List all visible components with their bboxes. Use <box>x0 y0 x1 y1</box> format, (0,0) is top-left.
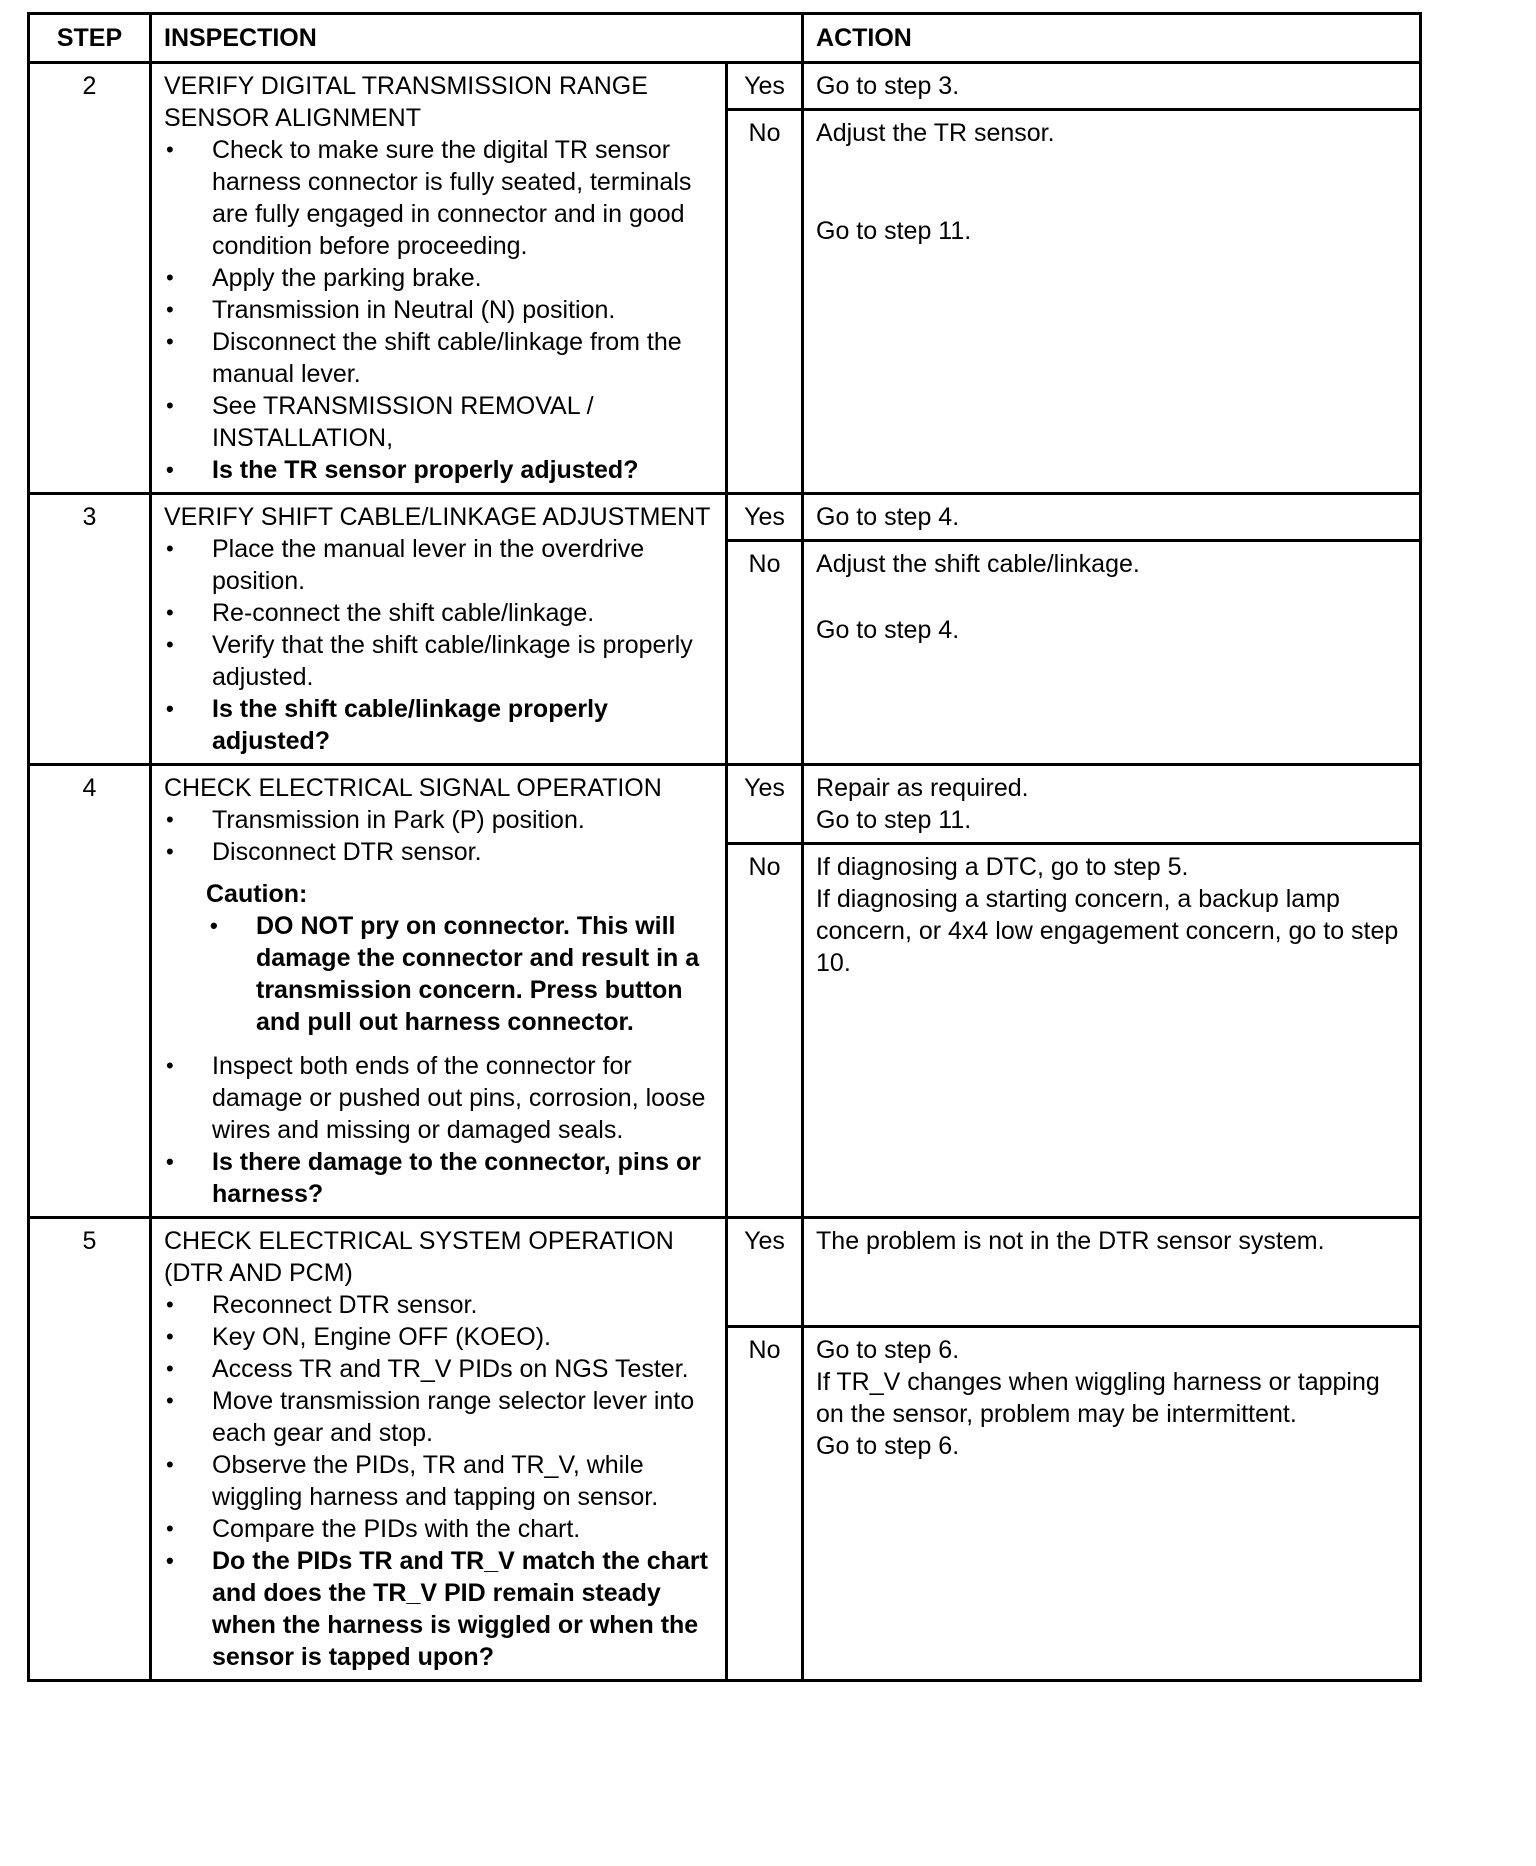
list-item: • Transmission in Neutral (N) position. <box>164 294 715 326</box>
yes-action-cell <box>803 494 1421 541</box>
diagnostic-table <box>27 12 1422 1682</box>
action-line: Adjust the shift cable/linkage. <box>816 550 1140 578</box>
list-item: • Transmission in Park (P) position. <box>164 804 715 836</box>
no-label: No <box>727 541 803 765</box>
inspection-column-header: INSPECTION <box>151 14 803 63</box>
inspection-question: • Do the PIDs TR and TR_V match the chart and does the TR_V PID remain steady when the harness is wiggled or when the sensor is tapped upon? <box>164 1545 715 1673</box>
action-line: Go to step 11. <box>816 806 972 834</box>
action-line: The problem is not in the DTR sensor system. <box>816 1227 1325 1255</box>
inspection-bullets <box>164 1289 715 1673</box>
action-line: Adjust the TR sensor. <box>816 119 1055 147</box>
list-item: • Disconnect the shift cable/linkage from the manual lever. <box>164 326 715 390</box>
list-item: • Place the manual lever in the overdrive position. <box>164 533 715 597</box>
yes-label: Yes <box>727 765 803 844</box>
action-line: If TR_V changes when wiggling harness or tapping on the sensor, problem may be intermittent. <box>816 1368 1380 1428</box>
action-line: If diagnosing a DTC, go to step 5. <box>816 853 1189 881</box>
list-item: • Verify that the shift cable/linkage is properly adjusted. <box>164 629 715 693</box>
action-line: Go to step 11. <box>816 217 972 245</box>
yes-action-cell <box>803 1218 1421 1327</box>
inspection-cell <box>151 63 727 494</box>
list-item: • Re-connect the shift cable/linkage. <box>164 597 715 629</box>
action-line: Repair as required. <box>816 774 1029 802</box>
step-5-yes-row <box>29 1218 1421 1327</box>
step-column-header: STEP <box>29 14 151 63</box>
caution-bullets <box>206 910 715 1038</box>
inspection-cell <box>151 1218 727 1681</box>
no-label: No <box>727 844 803 1218</box>
list-item: • Reconnect DTR sensor. <box>164 1289 715 1321</box>
list-item: • Disconnect DTR sensor. <box>164 836 715 868</box>
no-label: No <box>727 110 803 494</box>
list-item: • Inspect both ends of the connector for damage or pushed out pins, corrosion, loose wires and missing or damaged seals. <box>164 1050 715 1146</box>
inspection-question: • Is the TR sensor properly adjusted? <box>164 454 715 486</box>
list-item: • Key ON, Engine OFF (KOEO). <box>164 1321 715 1353</box>
list-item: • Observe the PIDs, TR and TR_V, while wiggling harness and tapping on sensor. <box>164 1449 715 1513</box>
list-item: • Compare the PIDs with the chart. <box>164 1513 715 1545</box>
inspection-heading: VERIFY DIGITAL TRANSMISSION RANGE SENSOR ALIGNMENT <box>164 72 648 132</box>
inspection-heading: CHECK ELECTRICAL SIGNAL OPERATION <box>164 774 662 802</box>
step-number: 3 <box>29 494 151 765</box>
step-2-yes-row <box>29 63 1421 110</box>
yes-action-cell <box>803 63 1421 110</box>
action-line: If diagnosing a starting concern, a backup lamp concern, or 4x4 low engagement concern, go to step 10. <box>816 885 1399 977</box>
inspection-heading: CHECK ELECTRICAL SYSTEM OPERATION (DTR AND PCM) <box>164 1227 674 1287</box>
yes-label: Yes <box>727 1218 803 1327</box>
no-action-cell <box>803 844 1421 1218</box>
list-item: • Apply the parking brake. <box>164 262 715 294</box>
inspection-heading: VERIFY SHIFT CABLE/LINKAGE ADJUSTMENT <box>164 503 711 531</box>
action-line: Go to step 6. <box>816 1432 960 1460</box>
list-item: • See TRANSMISSION REMOVAL / INSTALLATION, <box>164 390 715 454</box>
action-line: Go to step 4. <box>816 503 960 531</box>
step-3-yes-row <box>29 494 1421 541</box>
yes-label: Yes <box>727 63 803 110</box>
inspection-bullets <box>164 533 715 757</box>
inspection-cell <box>151 494 727 765</box>
inspection-bullets <box>164 134 715 486</box>
action-line: Go to step 4. <box>816 616 960 644</box>
no-action-cell <box>803 110 1421 494</box>
caution-title: Caution: <box>206 880 308 908</box>
inspection-cell <box>151 765 727 1218</box>
inspection-question: • Is the shift cable/linkage properly adjusted? <box>164 693 715 757</box>
yes-label: Yes <box>727 494 803 541</box>
inspection-question: • Is there damage to the connector, pins or harness? <box>164 1146 715 1210</box>
action-line: Go to step 6. <box>816 1336 960 1364</box>
inspection-bullets-after <box>164 1050 715 1210</box>
no-action-cell <box>803 1327 1421 1681</box>
caution-block <box>206 878 715 1038</box>
no-label: No <box>727 1327 803 1681</box>
table-header-row <box>29 14 1421 63</box>
list-item: • Check to make sure the digital TR sensor harness connector is fully seated, terminals are fully engaged in connector and in good condition before proceeding. <box>164 134 715 262</box>
list-item: • Access TR and TR_V PIDs on NGS Tester. <box>164 1353 715 1385</box>
action-line: Go to step 3. <box>816 72 960 100</box>
step-4-yes-row <box>29 765 1421 844</box>
no-action-cell <box>803 541 1421 765</box>
step-number: 5 <box>29 1218 151 1681</box>
caution-text: • DO NOT pry on connector. This will damage the connector and result in a transmission concern. Press button and pull out harness connector. <box>206 910 715 1038</box>
step-number: 2 <box>29 63 151 494</box>
list-item: • Move transmission range selector lever into each gear and stop. <box>164 1385 715 1449</box>
action-column-header: ACTION <box>803 14 1421 63</box>
step-number: 4 <box>29 765 151 1218</box>
inspection-bullets <box>164 804 715 868</box>
yes-action-cell <box>803 765 1421 844</box>
